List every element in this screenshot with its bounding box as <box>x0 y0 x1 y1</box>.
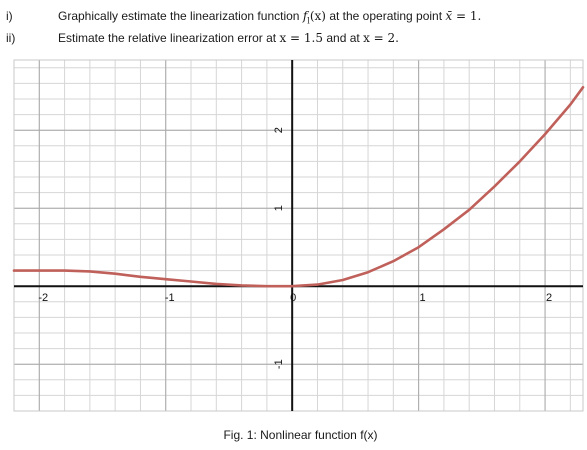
func-arg: (x) <box>309 9 326 23</box>
function-curve <box>14 87 583 286</box>
y-tick-label: 2 <box>273 127 286 134</box>
y-tick-label: 1 <box>273 205 286 212</box>
x-tick-label: 1 <box>419 292 426 305</box>
x-tick-label: -2 <box>38 292 49 305</box>
y-tick-label: -1 <box>273 359 286 370</box>
x-tick-label: 2 <box>546 292 553 305</box>
x-tick-label: -1 <box>164 292 175 305</box>
task-joiner: and at <box>326 31 360 45</box>
point-value: = 1. <box>456 9 482 23</box>
task-text-middle: at the operating point <box>329 9 443 23</box>
figure-caption <box>0 428 587 442</box>
equation-1: x = 1.5 <box>279 31 323 45</box>
func-symbol: f <box>302 9 308 23</box>
func-subscript: l <box>307 16 310 26</box>
x-tick-label: 0 <box>290 292 297 305</box>
task-text-before: Graphically estimate the linearization function <box>58 9 300 23</box>
equation-2: x = 2. <box>363 31 399 45</box>
point-symbol: x̄ <box>445 9 453 23</box>
caption-text: Fig. 1: Nonlinear function f(x) <box>223 428 378 442</box>
plot-border <box>14 60 583 411</box>
task-number: i) <box>6 9 13 23</box>
task-text-before: Estimate the relative linearization error at <box>58 31 277 45</box>
task-number: ii) <box>6 31 16 45</box>
